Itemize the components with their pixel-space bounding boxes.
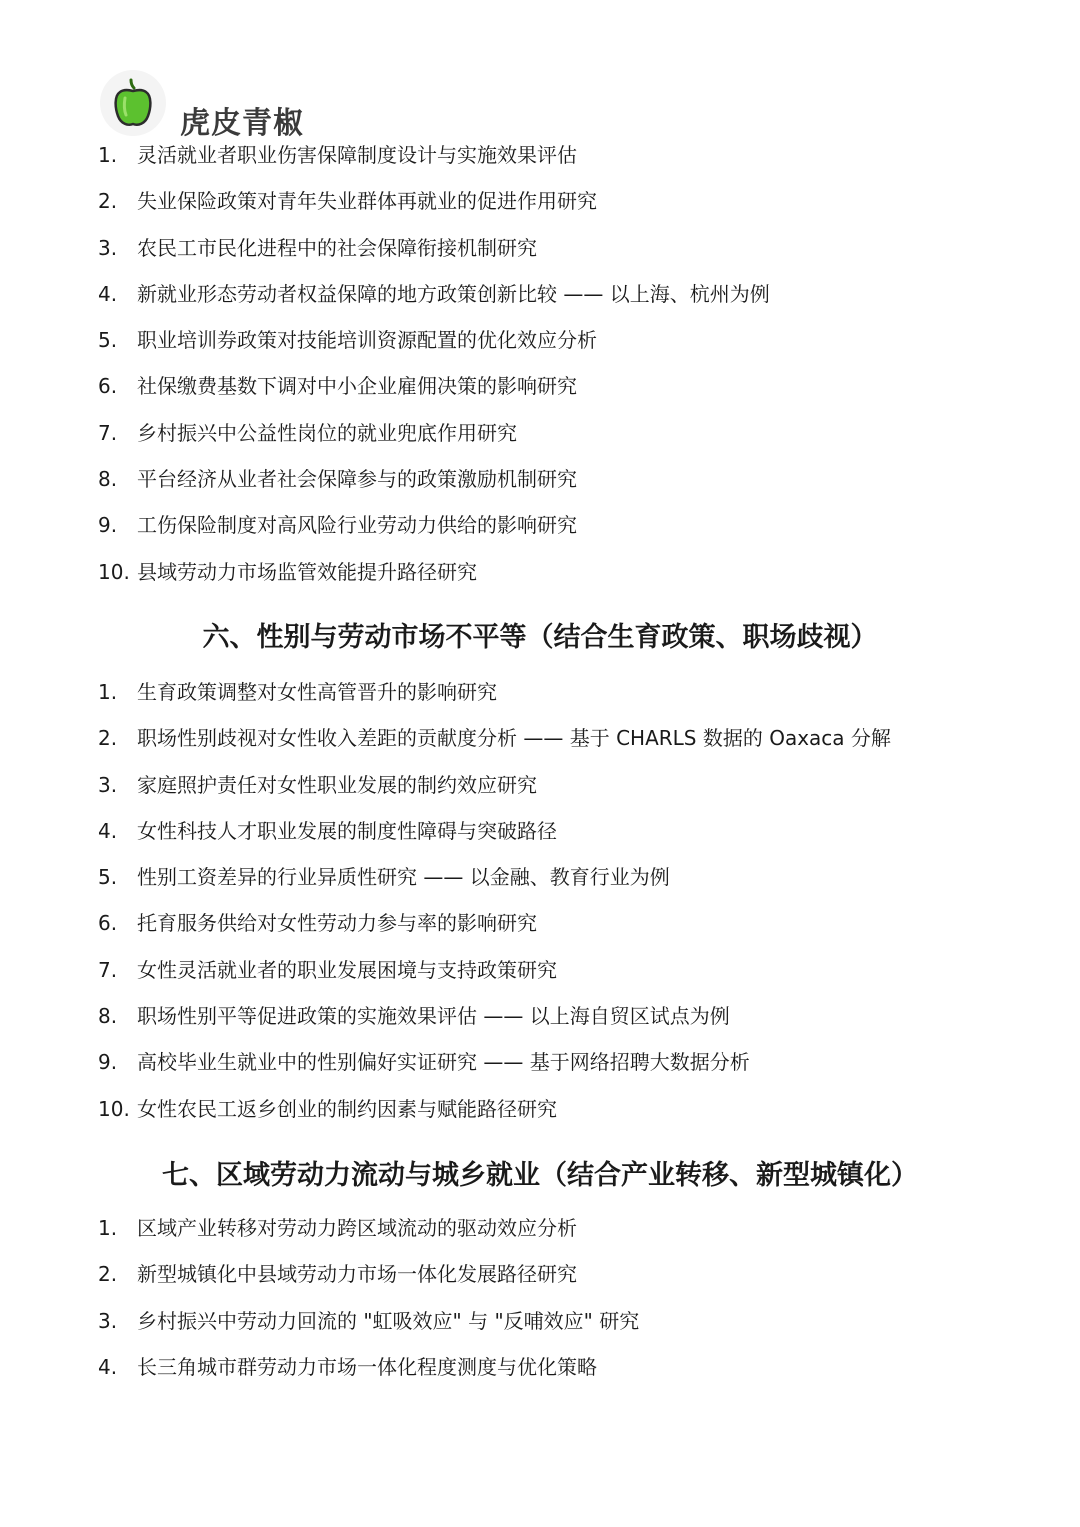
item-text: 灵活就业者职业伤害保障制度设计与实施效果评估 bbox=[137, 143, 577, 167]
item-number: 1. bbox=[98, 1216, 118, 1240]
item-text: 社保缴费基数下调对中小企业雇佣决策的影响研究 bbox=[137, 374, 577, 399]
item-number: 2. bbox=[98, 726, 118, 751]
item-text: 家庭照护责任对女性职业发展的制约效应研究 bbox=[137, 772, 537, 797]
item-number: 10. bbox=[98, 1096, 130, 1121]
item-text: 失业保险政策对青年失业群体再就业的促进作用研究 bbox=[137, 189, 597, 214]
item-text: 高校毕业生就业中的性别偏好实证研究 —— 基于网络招聘大数据分析 bbox=[137, 1050, 750, 1075]
item-number: 7. bbox=[98, 957, 118, 982]
section-heading-gender: 六、性别与劳动市场不平等（结合生育政策、职场歧视） bbox=[202, 622, 878, 653]
item-number: 5. bbox=[98, 865, 118, 890]
item-text: 职场性别歧视对女性收入差距的贡献度分析 —— 基于 CHARLS 数据的 Oaxaca 分解 bbox=[137, 726, 891, 751]
item-text: 工伤保险制度对高风险行业劳动力供给的影响研究 bbox=[137, 513, 577, 538]
item-number: 4. bbox=[98, 818, 118, 843]
brand-logo bbox=[100, 70, 340, 140]
item-text: 新就业形态劳动者权益保障的地方政策创新比较 —— 以上海、杭州为例 bbox=[137, 281, 770, 306]
item-number: 5. bbox=[98, 328, 118, 353]
item-text: 职业培训券政策对技能培训资源配置的优化效应分析 bbox=[137, 328, 597, 353]
item-text: 女性灵活就业者的职业发展困境与支持政策研究 bbox=[137, 957, 557, 982]
item-number: 9. bbox=[98, 1050, 118, 1075]
item-number: 4. bbox=[98, 281, 118, 306]
item-text: 平台经济从业者社会保障参与的政策激励机制研究 bbox=[137, 467, 577, 492]
item-number: 3. bbox=[98, 1308, 118, 1333]
item-text: 托育服务供给对女性劳动力参与率的影响研究 bbox=[137, 911, 537, 936]
item-number: 1. bbox=[98, 680, 118, 704]
item-text: 女性科技人才职业发展的制度性障碍与突破路径 bbox=[137, 818, 557, 843]
item-number: 2. bbox=[98, 189, 118, 214]
item-text: 长三角城市群劳动力市场一体化程度测度与优化策略 bbox=[137, 1354, 597, 1379]
item-number: 1. bbox=[98, 143, 118, 167]
item-text: 新型城镇化中县域劳动力市场一体化发展路径研究 bbox=[137, 1262, 577, 1287]
item-number: 6. bbox=[98, 911, 118, 936]
item-number: 4. bbox=[98, 1354, 118, 1379]
item-number: 2. bbox=[98, 1262, 118, 1287]
item-number: 3. bbox=[98, 772, 118, 797]
item-number: 3. bbox=[98, 235, 118, 260]
green-pepper-icon bbox=[112, 78, 154, 128]
item-number: 8. bbox=[98, 1004, 118, 1029]
logo-badge bbox=[100, 70, 166, 136]
item-number: 8. bbox=[98, 467, 118, 492]
item-text: 乡村振兴中劳动力回流的 "虹吸效应" 与 "反哺效应" 研究 bbox=[137, 1308, 640, 1333]
item-number: 7. bbox=[98, 420, 118, 445]
section-heading-regional: 七、区域劳动力流动与城乡就业（结合产业转移、新型城镇化） bbox=[162, 1160, 918, 1191]
item-number: 6. bbox=[98, 374, 118, 399]
logo-text: 虎皮青椒 bbox=[180, 106, 304, 141]
item-text: 县域劳动力市场监管效能提升路径研究 bbox=[137, 559, 477, 584]
item-text: 乡村振兴中公益性岗位的就业兜底作用研究 bbox=[137, 420, 517, 445]
item-text: 性别工资差异的行业异质性研究 —— 以金融、教育行业为例 bbox=[137, 865, 670, 890]
item-text: 职场性别平等促进政策的实施效果评估 —— 以上海自贸区试点为例 bbox=[137, 1004, 730, 1029]
item-number: 9. bbox=[98, 513, 118, 538]
item-text: 生育政策调整对女性高管晋升的影响研究 bbox=[137, 680, 497, 704]
item-text: 区域产业转移对劳动力跨区域流动的驱动效应分析 bbox=[137, 1216, 577, 1240]
item-text: 女性农民工返乡创业的制约因素与赋能路径研究 bbox=[137, 1096, 557, 1121]
item-text: 农民工市民化进程中的社会保障衔接机制研究 bbox=[137, 235, 537, 260]
item-number: 10. bbox=[98, 559, 130, 584]
